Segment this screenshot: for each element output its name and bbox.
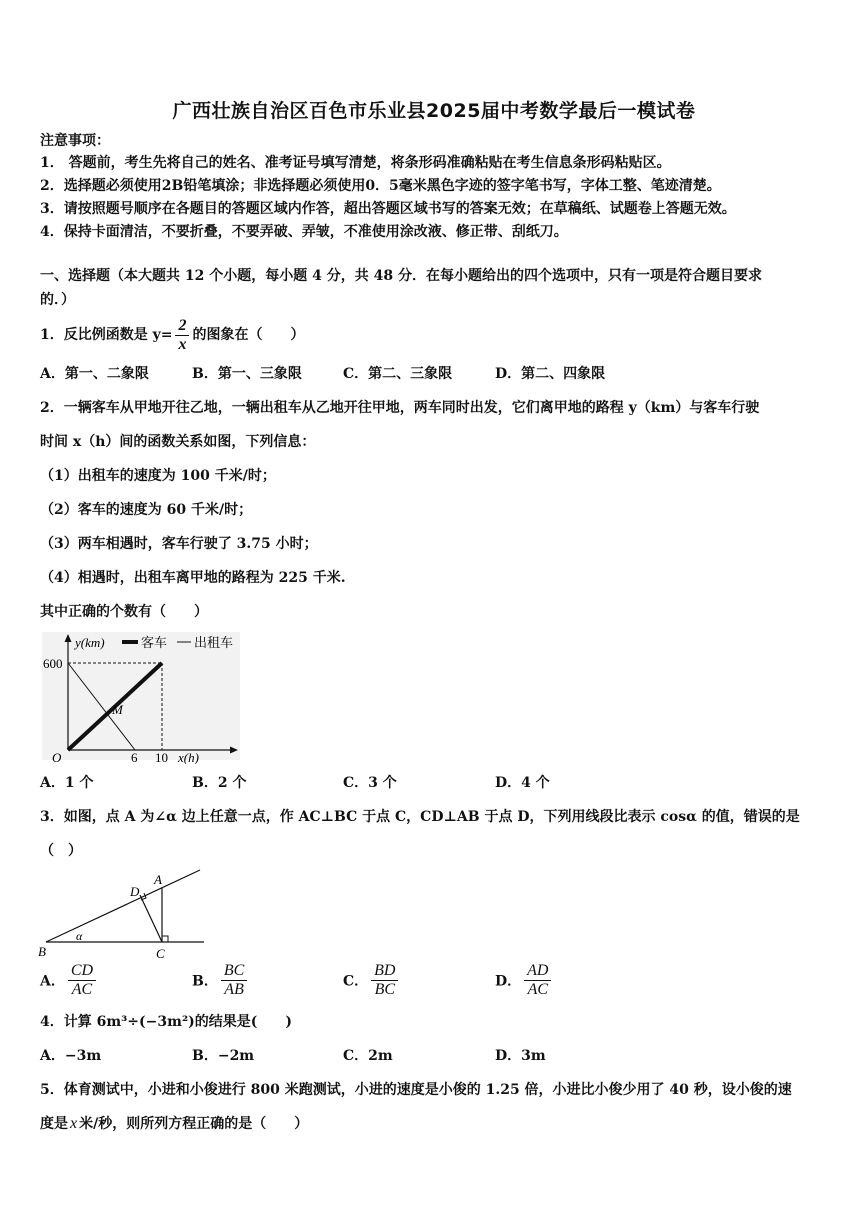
frac-num: AD [524, 962, 551, 981]
frac-den: AC [527, 981, 549, 998]
notice-heading: 注意事项： [40, 133, 110, 149]
notice-item: 3．请按照题号顺序在各题目的答题区域内作答，超出答题区域书写的答案无效；在草稿纸、试题卷上答题无效。 [40, 201, 736, 217]
option-label: B． [192, 973, 218, 990]
q2-statement: （4）相遇时，出租车离甲地的路程为 225 千米. [40, 570, 346, 586]
q1-prefix: 1．反比例函数是 y= [40, 327, 173, 343]
frac-num: BD [371, 962, 398, 981]
frac-den: AC [71, 981, 93, 998]
option-fraction [221, 962, 247, 999]
q2-distance-time-graph [38, 628, 250, 764]
q4-option-a: A．−3m [40, 1048, 102, 1064]
q4-option-d: D．3m [495, 1048, 546, 1064]
x-tick-10: 10 [155, 750, 168, 764]
notice-item: 2．选择题必须使用2B铅笔填涂；非选择题必须使用0．5毫米黑色字迹的签字笔书写，字体工整、笔迹清楚。 [40, 178, 721, 194]
q1-suffix: 的图象在（ ） [192, 327, 305, 343]
q2-statement: （2）客车的速度为 60 千米/时； [40, 502, 253, 518]
q2-statement: （3）两车相遇时，客车行驶了 3.75 小时； [40, 536, 318, 552]
x-tick-6: 6 [131, 750, 138, 764]
label-a: A [154, 872, 162, 887]
q1-option-a: A．第一、二象限 [40, 366, 149, 382]
option-fraction [371, 962, 398, 999]
q3-option-c [343, 962, 401, 999]
q1-frac-den: x [178, 335, 187, 353]
q4-option-c: C．2m [343, 1048, 393, 1064]
legend-bus: 客车 [141, 635, 168, 650]
q2-option-a: A．1 个 [40, 775, 94, 791]
option-label: C． [343, 973, 369, 990]
notice-item: 1． 答题前，考生先将自己的姓名、准考证号填写清楚，将条形码准确粘贴在考生信息条形码粘贴区。 [40, 155, 671, 171]
q1-option-b: B．第一、三象限 [192, 366, 302, 382]
page-title: 广西壮族自治区百色市乐业县2025届中考数学最后一模试卷 [172, 100, 696, 122]
label-b: B [38, 944, 46, 959]
q4-stem: 4．计算 6m³÷(−3m²)的结果是( ) [40, 1014, 292, 1030]
point-m-label: M [112, 702, 123, 717]
frac-den: BC [374, 981, 396, 998]
q3-option-d [495, 962, 554, 999]
q3-stem-line1: 3．如图，点 A 为∠α 边上任意一点，作 AC⊥BC 于点 C，CD⊥AB 于点 D，下列用线段比表示 cosα 的值，错误的是 [40, 809, 800, 825]
q2-stem-line2: 时间 x（h）间的函数关系如图，下列信息： [40, 434, 316, 450]
frac-num: CD [68, 962, 96, 981]
x-axis-label: x(h) [178, 750, 199, 764]
option-label: D． [495, 973, 522, 990]
q1-option-c: C．第二、三象限 [343, 366, 453, 382]
q2-statement: （1）出租车的速度为 100 千米/时； [40, 468, 276, 484]
q5-stem-line2 [40, 1114, 308, 1134]
label-c: C [156, 946, 165, 960]
option-fraction [524, 962, 551, 999]
right-angle-c [162, 936, 168, 942]
y-tick-600: 600 [43, 656, 63, 671]
q1-frac-num: 2 [175, 317, 189, 336]
q2-option-d: D．4 个 [495, 775, 550, 791]
q1-option-d: D．第二、四象限 [495, 366, 606, 382]
q3-option-b [192, 962, 250, 999]
q5-stem-line1: 5．体育测试中，小进和小俊进行 800 米跑测试，小进的速度是小俊的 1.25 倍，小进比小俊少用了 40 秒，设小俊的速 [40, 1082, 792, 1098]
option-fraction [68, 962, 96, 999]
y-axis-label: y(km) [75, 635, 105, 650]
q2-stem-line1: 2．一辆客车从甲地开往乙地，一辆出租车从乙地开往甲地，两车同时出发，它们离甲地的路程 y（km）与客车行驶 [40, 400, 760, 416]
frac-den: AB [224, 981, 244, 998]
frac-num: BC [221, 962, 247, 981]
q3-angle-figure [38, 864, 210, 960]
q4-option-b: B．−2m [192, 1048, 255, 1064]
section-heading: 一、选择题（本大题共 12 个小题，每小题 4 分，共 48 分．在每小题给出的四个选项中，只有一项是符合题目要求 [40, 268, 762, 284]
q3-stem-line2: （ ） [40, 843, 82, 859]
label-alpha: α [76, 929, 83, 943]
question-1 [40, 314, 304, 356]
q5-variable: x [70, 1115, 78, 1132]
q5-text-a: 度是 [40, 1116, 68, 1132]
q2-question: 其中正确的个数有（ ） [40, 604, 208, 620]
section-heading-cont: 的．） [40, 292, 75, 308]
q1-fraction [175, 317, 189, 354]
q5-text-b: 米/秒，则所列方程正确的是（ ） [79, 1116, 309, 1132]
origin-label: O [52, 750, 62, 764]
graph-background [42, 632, 240, 760]
label-d: D [130, 884, 140, 899]
option-label: A． [40, 973, 65, 990]
q2-option-c: C．3 个 [343, 775, 397, 791]
notice-item: 4．保持卡面清洁，不要折叠，不要弄破、弄皱，不准使用涂改液、修正带、刮纸刀。 [40, 224, 568, 240]
legend-taxi: 出租车 [194, 635, 234, 650]
ray-ba [46, 870, 200, 942]
q3-option-a [40, 962, 99, 999]
segment-cd [140, 895, 162, 942]
q2-option-b: B．2 个 [192, 775, 247, 791]
